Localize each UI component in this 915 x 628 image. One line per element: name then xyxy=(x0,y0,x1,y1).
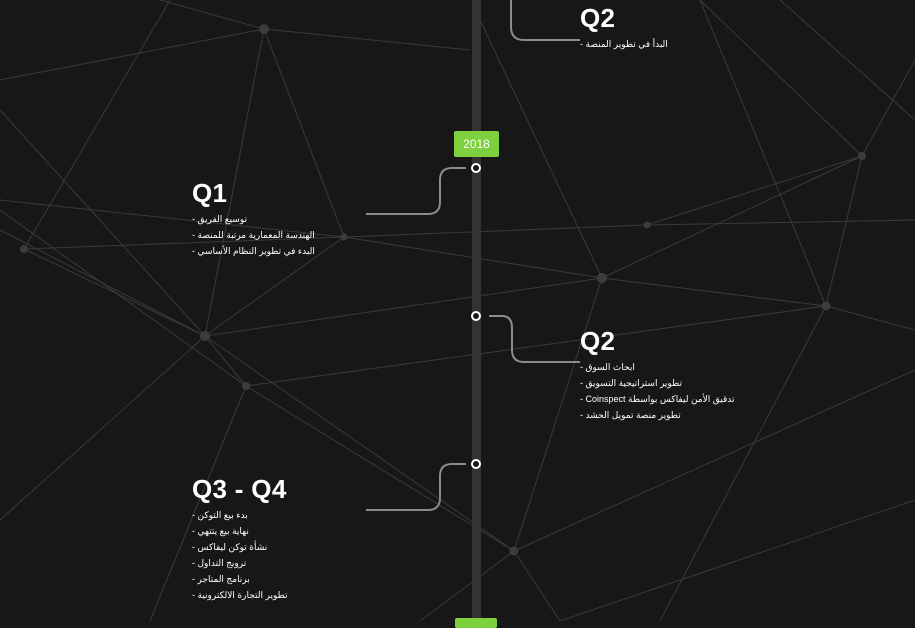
milestone-item: - الهندسة المعمارية مرتبة للمنصة xyxy=(192,230,315,240)
milestone-item: - ترويج التداول xyxy=(192,558,247,568)
milestone-list xyxy=(192,211,315,259)
milestone-list xyxy=(192,507,288,603)
year-badge: 2018 xyxy=(454,131,499,157)
milestone-item: - البدأ في تطوير المنصة xyxy=(580,39,668,49)
milestone-item: - بدء بيع التوكن xyxy=(192,510,248,520)
timeline-node-q2 xyxy=(471,311,481,321)
quarter-title: Q3 - Q4 xyxy=(192,474,287,504)
quarter-title: Q2 xyxy=(580,326,616,356)
milestone-item: - نشأة توكن ليفاكس xyxy=(192,542,268,552)
milestone-item: - برنامج المتاجر xyxy=(192,574,250,584)
year-badge-next xyxy=(455,618,497,628)
milestone-item: - تطوير استراتيجية التسويق xyxy=(580,378,682,388)
timeline-node-q3-q4 xyxy=(471,459,481,469)
quarter-title: Q2 xyxy=(580,3,616,33)
milestone-item: - تطوير منصة تمويل الحشد xyxy=(580,410,681,420)
milestone-item: - تطوير التجارة الالكترونية xyxy=(192,590,288,600)
milestone-list xyxy=(580,36,668,52)
milestone-item: - ابحاث السوق xyxy=(580,362,635,372)
milestone-item: - Coinspect تدقيق الأمن ليفاكس بواسطة xyxy=(580,394,735,404)
milestone-item: - البدء في تطوير النظام الأساسي xyxy=(192,246,315,256)
timeline-node-q1 xyxy=(471,163,481,173)
milestone-item: - نهاية بيع يتتهي xyxy=(192,526,249,536)
quarter-title: Q1 xyxy=(192,178,228,208)
milestone-list xyxy=(580,359,735,423)
milestone-item: - توسيع الفريق xyxy=(192,214,247,224)
